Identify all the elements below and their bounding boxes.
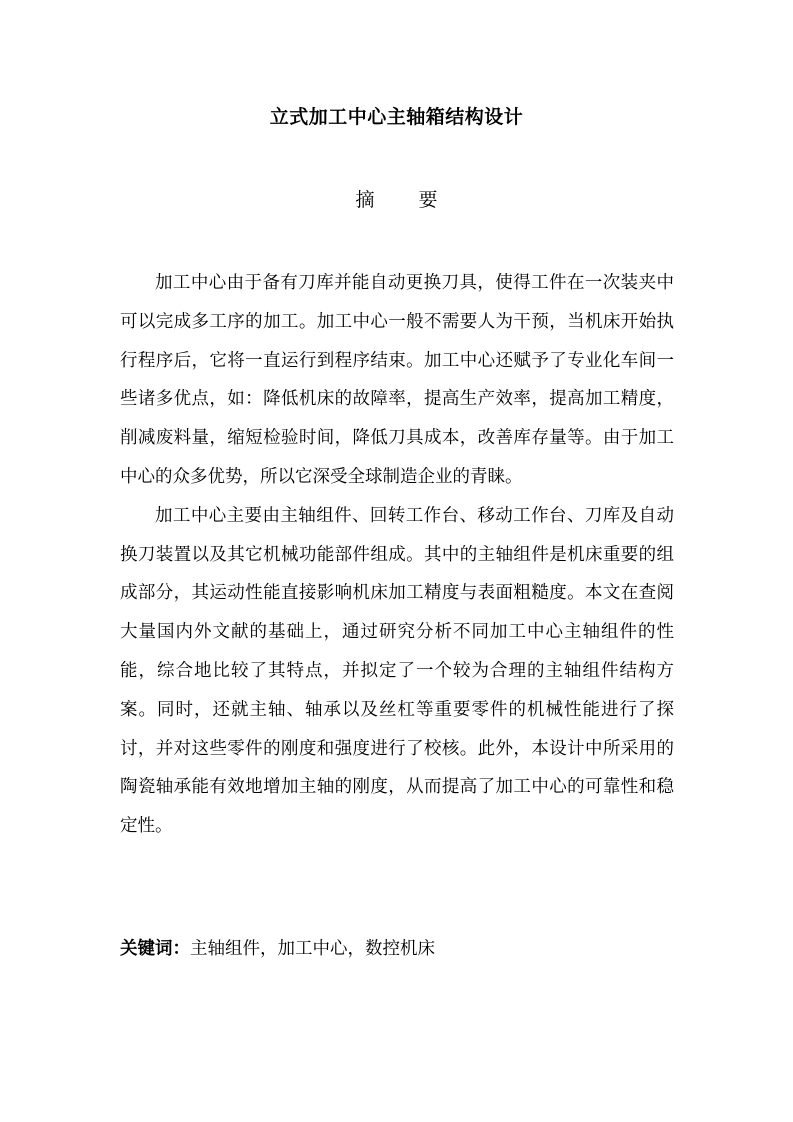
abstract-body <box>120 264 674 846</box>
abstract-heading: 摘要 <box>355 189 482 211</box>
keywords-text: 主轴组件，加工中心，数控机床 <box>190 939 435 959</box>
keywords-label: 关键词： <box>120 939 190 959</box>
abstract-paragraph-1: 加工中心由于备有刀库并能自动更换刀具，使得工件在一次装夹中可以完成多工序的加工。加工中心一般不需要人为干预，当机床开始执行程序后，它将一直运行到程序结束。加工中心还赋予了专业化车间一些诸多优点，如：降低机床的故障率，提高生产效率，提高加工精度，削减废料量，缩短检验时间，降低刀具成本，改善库存量等。由于加工中心的众多优势，所以它深受全球制造企业的青睐。 <box>120 273 674 487</box>
keywords-line <box>120 934 435 964</box>
document-title: 立式加工中心主轴箱结构设计 <box>269 106 524 128</box>
abstract-paragraph-2: 加工中心主要由主轴组件、回转工作台、移动工作台、刀库及自动换刀装置以及其它机械功能部件组成。其中的主轴组件是机床重要的组成部分，其运动性能直接影响机床加工精度与表面粗糙度。本文在查阅大量国内外文献的基础上，通过研究分析不同加工中心主轴组件的性能，综合地比较了其特点，并拟定了一个较为合理的主轴组件结构方案。同时，还就主轴、轴承以及丝杠等重要零件的机械性能进行了探讨，并对这些零件的刚度和强度进行了校核。此外，本设计中所采用的陶瓷轴承能有效地增加主轴的刚度，从而提高了加工中心的可靠性和稳定性。 <box>120 505 674 837</box>
